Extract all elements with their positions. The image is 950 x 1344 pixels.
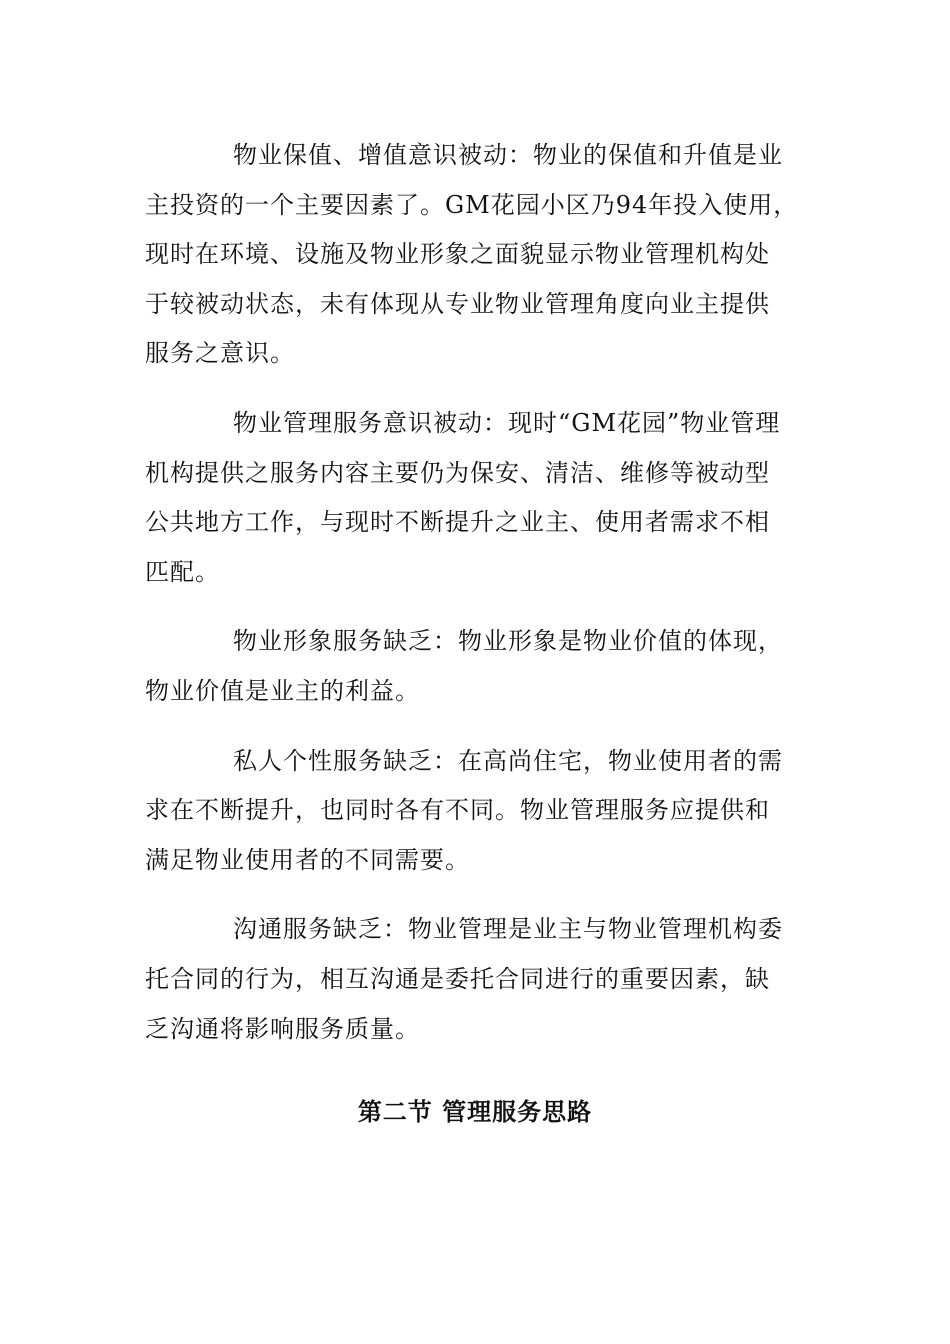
text-line: 物业价值是业主的利益。 — [145, 676, 420, 705]
section-heading: 第二节 管理服务思路 — [357, 1098, 593, 1126]
text-line: 于较被动状态，未有体现从专业物业管理角度向业主提供 — [145, 289, 770, 318]
paragraph-communication-service — [145, 905, 805, 1054]
text-line: 物业形象服务缺乏：物业形象是物业价值的体现， — [233, 627, 783, 656]
text-line: 求在不断提升，也同时各有不同。物业管理服务应提供和 — [145, 796, 770, 825]
text-line: 现时在环境、设施及物业形象之面貌显示物业管理机构处 — [145, 240, 770, 269]
text-line: 公共地方工作，与现时不断提升之业主、使用者需求不相 — [145, 508, 770, 537]
text-line: 机构提供之服务内容主要仍为保安、清洁、维修等被动型 — [145, 458, 770, 487]
text-line: 服务之意识。 — [145, 339, 295, 368]
paragraph-image-service — [145, 617, 805, 716]
paragraph-property-value-awareness — [145, 131, 805, 379]
paragraph-service-awareness — [145, 399, 805, 597]
text-line: 物业管理服务意识被动：现时“GM花园”物业管理 — [233, 408, 781, 437]
text-line: 托合同的行为，相互沟通是委托合同进行的重要因素，缺 — [145, 964, 770, 993]
text-line: 物业保值、增值意识被动：物业的保值和升值是业 — [233, 141, 783, 169]
paragraph-personal-service — [145, 737, 805, 886]
text-line: 乏沟通将影响服务质量。 — [145, 1014, 420, 1043]
text-line: 私人个性服务缺乏：在高尚住宅，物业使用者的需 — [233, 746, 783, 775]
text-line: 主投资的一个主要因素了。GM花园小区乃94年投入使用， — [145, 190, 799, 219]
text-line: 沟通服务缺乏：物业管理是业主与物业管理机构委 — [233, 915, 783, 944]
document-body — [145, 131, 805, 1074]
text-line: 匹配。 — [145, 557, 220, 586]
text-line: 满足物业使用者的不同需要。 — [145, 845, 470, 874]
